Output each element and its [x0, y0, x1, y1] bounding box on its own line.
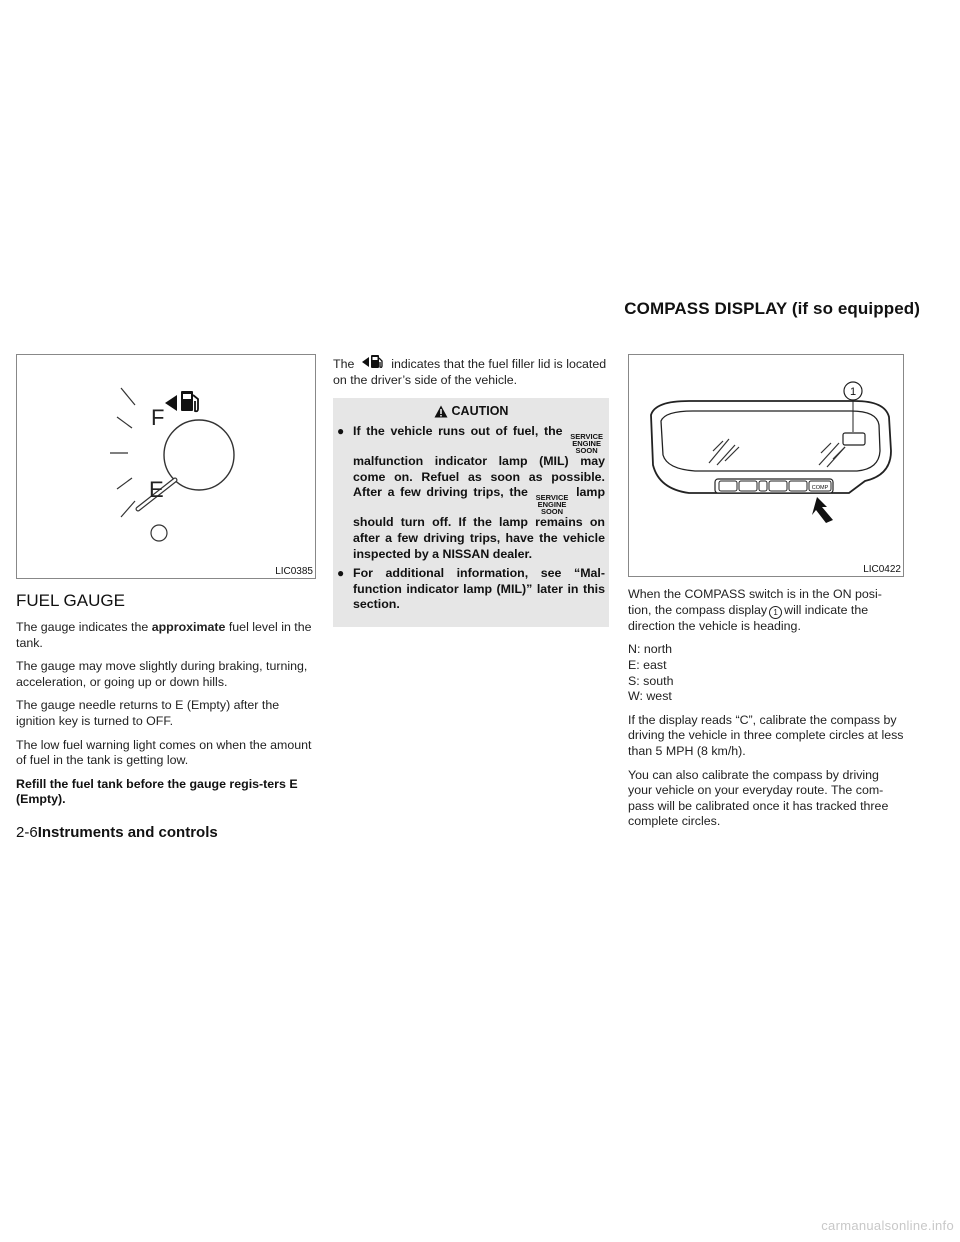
- mirror-illustration: [629, 355, 905, 578]
- direction-list: [628, 642, 904, 704]
- compass-display-window: [843, 433, 865, 445]
- fuel-gauge-figure: [16, 354, 316, 579]
- fuel-gauge-p1: The gauge indicates the approximate fuel level in the tank.: [16, 620, 312, 650]
- compass-p1: When the COMPASS switch is in the ON posi-tion, the compass display 1 will indicate the direction the vehicle is heading.: [628, 587, 882, 633]
- figure-code: LIC0385: [275, 566, 313, 577]
- footer-section: Instruments and controls: [37, 824, 218, 841]
- column-filler-caution: [333, 354, 609, 627]
- fuel-gauge-p2: The gauge may move slightly during braking, turning, acceleration, or going up or down hills.: [16, 659, 308, 689]
- bullet-icon: ●: [337, 424, 345, 439]
- pointer-arrow-icon: [812, 497, 833, 523]
- figure-code: LIC0422: [863, 564, 901, 575]
- warning-triangle-icon: [434, 405, 448, 418]
- service-engine-soon-lamp-icon: SERVICE ENGINE SOON: [535, 493, 569, 517]
- filler-arrow-icon: [165, 395, 177, 411]
- fuel-gauge-p4: The low fuel warning light comes on when the amount of fuel in the tank is getting low.: [16, 737, 312, 768]
- direction-item: N: north: [628, 642, 673, 657]
- label-full: F: [151, 405, 165, 430]
- filler-paragraph: The indicates that the fuel filler lid is located on the driver’s side of the vehicle.: [333, 354, 609, 388]
- direction-item: S: south: [628, 673, 674, 688]
- compass-p2: If the display reads “C”, calibrate the compass by driving the vehicle in three complete circles at less than 5 MPH (8 km/h).: [628, 712, 904, 759]
- caution-box: [333, 398, 609, 627]
- direction-item: E: east: [628, 658, 667, 673]
- caution-item-2: ● For additional information, see “Mal-function indicator lamp (MIL)” later in this section.: [337, 566, 605, 612]
- fuel-pump-icon: [181, 391, 198, 411]
- compass-button-label: COMP: [811, 485, 829, 491]
- page-footer: [16, 824, 218, 841]
- caution-heading: CAUTION: [337, 404, 605, 418]
- service-engine-soon-lamp-icon: SERVICE ENGINE SOON: [570, 432, 603, 456]
- filler-side-icon: [358, 354, 388, 370]
- fuel-gauge-title: FUEL GAUGE: [16, 591, 125, 610]
- page-number: 2-6: [16, 824, 38, 841]
- fuel-gauge-p5: Refill the fuel tank before the gauge regis-ters E (Empty).: [16, 776, 298, 807]
- fuel-gauge-p3: The gauge needle returns to E (Empty) after the ignition key is turned to OFF.: [16, 698, 280, 728]
- low-fuel-lamp: [151, 525, 167, 541]
- label-empty: E: [149, 477, 164, 502]
- compass-p3: You can also calibrate the compass by driving your vehicle on your everyday route. The com-pass will be calibrated once it has tracked three complete circles.: [628, 767, 889, 829]
- section-header: COMPASS DISPLAY (if so equipped): [624, 299, 920, 318]
- compass-mirror-figure: [628, 354, 904, 577]
- column-fuel-gauge: [16, 354, 316, 808]
- watermark: carmanualsonline.info: [821, 1218, 954, 1233]
- fuel-gauge-illustration: [17, 355, 317, 580]
- bullet-icon: ●: [337, 566, 345, 581]
- callout-number-icon: 1: [769, 606, 782, 619]
- caution-item-1: ● If the vehicle runs out of fuel, the SERVICE ENGINE SOON malfunction indicator lamp (MIL) may come on. Refuel as soon as possible. After a few driving trips, the SERVICE ENGINE SOON lamp should turn off. If the lamp remains on after a few driving trips, have the vehicle inspected by a NISSAN dealer.: [337, 424, 606, 561]
- column-compass: [628, 354, 904, 838]
- callout-number: 1: [849, 386, 857, 398]
- direction-item: W: west: [628, 689, 672, 704]
